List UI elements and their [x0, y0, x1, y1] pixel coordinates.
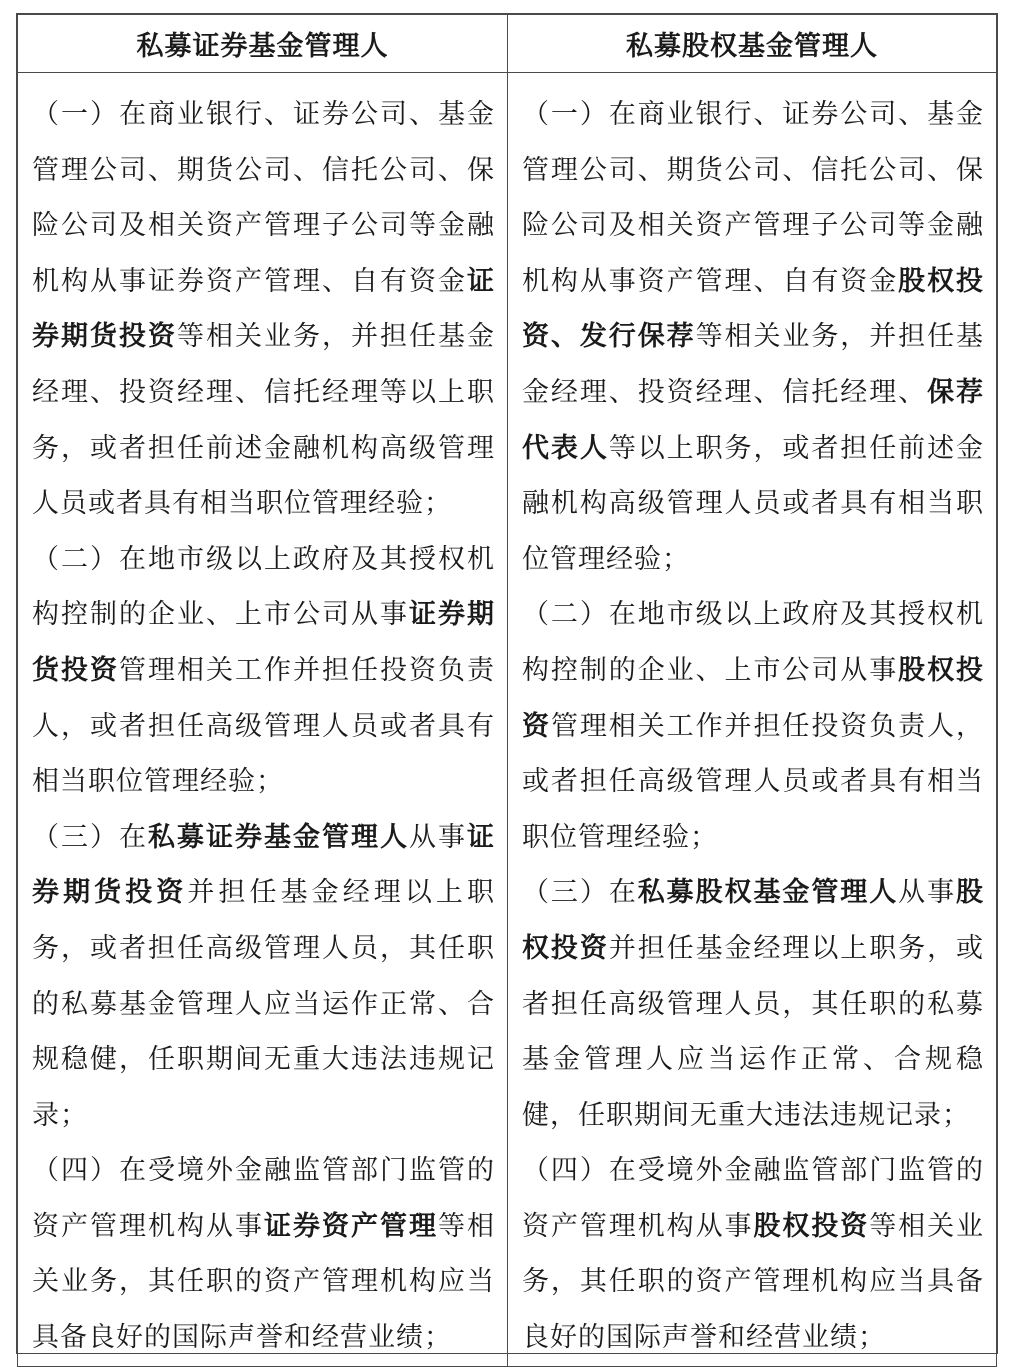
securities-requirement-3 [32, 810, 495, 1144]
highlighted-term: 股权投资 [522, 654, 985, 742]
requirement-text: 从事 [898, 877, 957, 909]
securities-requirements-list [32, 87, 495, 1366]
highlighted-term: 私募证券基金管理人 [148, 821, 409, 853]
requirement-text: 等相关业务，其任职的资产管理机构应当具备良好的国际声誉和经营业绩； [32, 1210, 495, 1354]
equity-requirements-cell [508, 73, 997, 1367]
requirement-text: 等相关业务，并担任基金经理、投资经理、信托经理、 [522, 321, 985, 408]
comparison-table-grid [17, 14, 997, 1367]
requirement-text: 并担任基金经理以上职务，或者担任高级管理人员，其任职的私募基金管理人应当运作正常、合规稳健，任职期间无重大违法违规记录； [522, 932, 985, 1131]
highlighted-term: 证券期货投资 [32, 821, 495, 909]
requirement-text: （一）在商业银行、证券公司、基金管理公司、期货公司、信托公司、保险公司及相关资产管理子公司等金融机构从事资产管理、自有资金 [522, 99, 984, 297]
requirement-text: 从事 [409, 821, 467, 853]
equity-requirement-2 [522, 587, 984, 865]
equity-requirement-4 [522, 1143, 984, 1365]
header-securities-fund-manager: 私募证券基金管理人 [18, 15, 508, 73]
requirement-text: （三）在 [32, 821, 148, 853]
requirement-text: （二）在地市级以上政府及其授权机构控制的企业、上市公司从事 [32, 543, 495, 631]
header-row [18, 15, 997, 73]
body-row [18, 73, 997, 1367]
highlighted-term: 私募股权基金管理人 [637, 877, 899, 909]
equity-requirement-3 [522, 865, 984, 1143]
comparison-table [16, 13, 998, 1354]
highlighted-term: 股权投资 [753, 1210, 870, 1242]
highlighted-term: 股权投资、发行保荐 [522, 265, 985, 353]
header-equity-fund-manager: 私募股权基金管理人 [508, 15, 997, 73]
highlighted-term: 证券期货投资 [32, 265, 495, 353]
requirement-text: 管理相关工作并担任投资负责人，或者担任高级管理人员或者具有相当职位管理经验； [522, 710, 985, 853]
highlighted-term: 股权投资 [522, 877, 985, 964]
highlighted-term: 保荐代表人 [522, 376, 985, 464]
requirement-text: （三）在 [522, 877, 638, 909]
securities-requirements-cell [18, 73, 508, 1367]
highlighted-term: 证券期货投资 [32, 599, 495, 686]
requirement-text: 等相关业务，并担任基金经理、投资经理、信托经理等以上职务，或者担任前述金融机构高级管理人员或者具有相当职位管理经验； [32, 321, 495, 520]
equity-requirement-1 [522, 87, 984, 587]
requirement-text: （四）在受境外金融监管部门监管的资产管理机构从事 [522, 1155, 984, 1242]
requirement-text: （四）在受境外金融监管部门监管的资产管理机构从事 [32, 1155, 495, 1242]
securities-requirement-1 [32, 87, 495, 532]
requirement-text: （一）在商业银行、证券公司、基金管理公司、期货公司、信托公司、保险公司及相关资产管理子公司等金融机构从事证券资产管理、自有资金 [32, 99, 495, 297]
requirement-text: （二）在地市级以上政府及其授权机构控制的企业、上市公司从事 [522, 599, 984, 686]
highlighted-term: 证券资产管理 [264, 1210, 438, 1242]
equity-requirements-list [522, 87, 984, 1366]
securities-requirement-4 [32, 1143, 495, 1365]
securities-requirement-2 [32, 532, 495, 810]
requirement-text: 管理相关工作并担任投资负责人，或者担任高级管理人员或者具有相当职位管理经验； [32, 654, 495, 798]
requirement-text: 等相关业务，其任职的资产管理机构应当具备良好的国际声誉和经营业绩； [522, 1210, 985, 1354]
requirement-text: 并担任基金经理以上职务，或者担任高级管理人员，其任职的私募基金管理人应当运作正常、合规稳健，任职期间无重大违法违规记录； [32, 877, 496, 1131]
requirement-text: 等以上职务，或者担任前述金融机构高级管理人员或者具有相当职位管理经验； [522, 432, 985, 575]
